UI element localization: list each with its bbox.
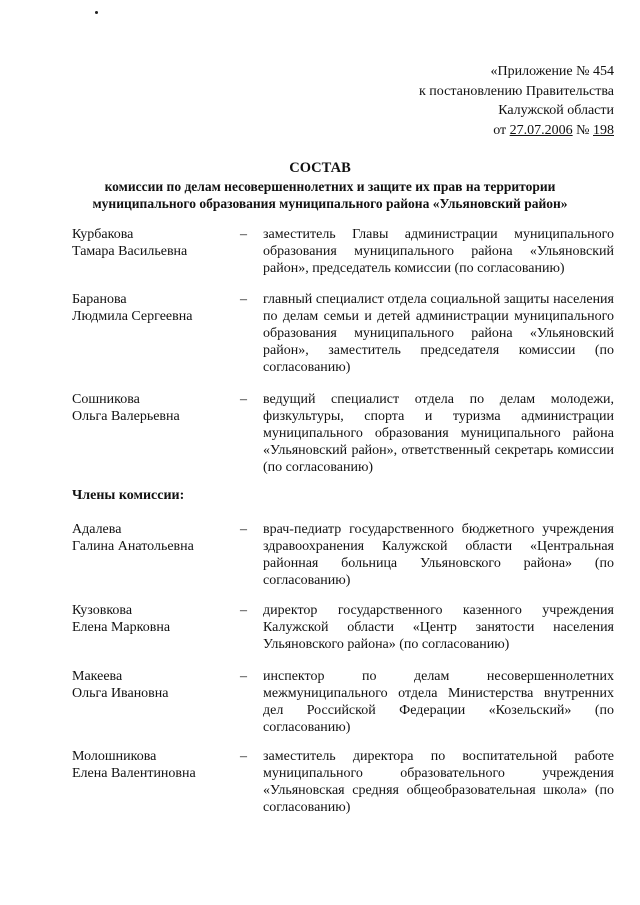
person-surname: Курбакова [72, 227, 134, 242]
person-surname: Сошникова [72, 392, 140, 407]
entry-dash: – [240, 392, 247, 407]
members-heading: Члены комиссии: [72, 488, 185, 503]
entry-dash: – [240, 669, 247, 684]
person-given-names: Людмила Сергеевна [72, 309, 193, 324]
entry-dash: – [240, 292, 247, 307]
annex-number: 198 [593, 122, 614, 138]
person-name [72, 291, 242, 325]
annex-line-2: к постановлению Правительства [418, 83, 614, 99]
person-role: врач-педиатр государственного бюджетного учреждения здравоохранения Калужской области «Центральная районная больница Ульяновского района» (по согласованию) [263, 522, 614, 588]
scan-speck [95, 11, 98, 14]
person-given-names: Галина Анатольевна [72, 539, 194, 554]
person-given-names: Тамара Васильевна [72, 244, 188, 259]
document-subtitle [60, 178, 600, 212]
annex-line-3: Калужской области [498, 103, 614, 118]
person-name [72, 668, 242, 702]
person-name [72, 391, 242, 425]
person-role: директор государственного казенного учреждения Калужской области «Центр занятости населения Ульяновского района» (по согласованию) [263, 603, 614, 652]
person-surname: Молошникова [72, 749, 157, 764]
entry-dash: – [240, 522, 247, 537]
annex-number-sign: № [576, 122, 590, 138]
person-given-names: Ольга Ивановна [72, 686, 169, 701]
person-name [72, 748, 242, 782]
annex-date-line [419, 121, 614, 141]
person-role: инспектор по делам несовершеннолетних межмуниципального отдела Министерства внутренних дел Российской Федерации «Козельский» (по согласованию) [263, 669, 614, 735]
person-surname: Баранова [72, 292, 127, 307]
entry-dash: – [240, 603, 247, 618]
person-name [72, 521, 242, 555]
subtitle-line-2: муниципального образования муниципального района «Ульяновский район» [92, 196, 568, 211]
person-given-names: Елена Валентиновна [72, 766, 196, 781]
person-role: главный специалист отдела социальной защиты населения по делам семьи и детей администрации муниципального образования муниципального района «Ульяновский район», заместитель председателя комиссии (по согласованию) [263, 292, 614, 375]
person-given-names: Елена Марковна [72, 620, 171, 635]
annex-date-prefix: от [493, 122, 507, 138]
person-name [72, 226, 242, 260]
person-surname: Кузовкова [72, 603, 133, 618]
annex-line-1: «Приложение № 454 [490, 64, 614, 79]
person-role: заместитель Главы администрации муниципального образования муниципального района «Ульяновский район», председатель комиссии (по согласованию) [263, 227, 614, 276]
entry-dash: – [240, 749, 247, 764]
person-given-names: Ольга Валерьевна [72, 409, 180, 424]
annex-date: 27.07.2006 [509, 122, 573, 138]
person-role: заместитель директора по воспитательной работе муниципального образовательного учреждения «Ульяновская средняя общеобразовательная школа» (по согласованию) [263, 749, 614, 815]
annex-header [419, 62, 614, 140]
person-surname: Адалева [72, 522, 122, 537]
person-name [72, 602, 242, 636]
person-role: ведущий специалист отдела по делам молодежи, физкультуры, спорта и туризма администрации муниципального образования муниципального района «Ульяновский район», ответственный секретарь комиссии (по согласованию) [263, 392, 614, 475]
document-title: СОСТАВ [289, 160, 351, 176]
person-surname: Макеева [72, 669, 123, 684]
subtitle-line-1: комиссии по делам несовершеннолетних и защите их прав на территории [104, 179, 556, 194]
entry-dash: – [240, 227, 247, 242]
